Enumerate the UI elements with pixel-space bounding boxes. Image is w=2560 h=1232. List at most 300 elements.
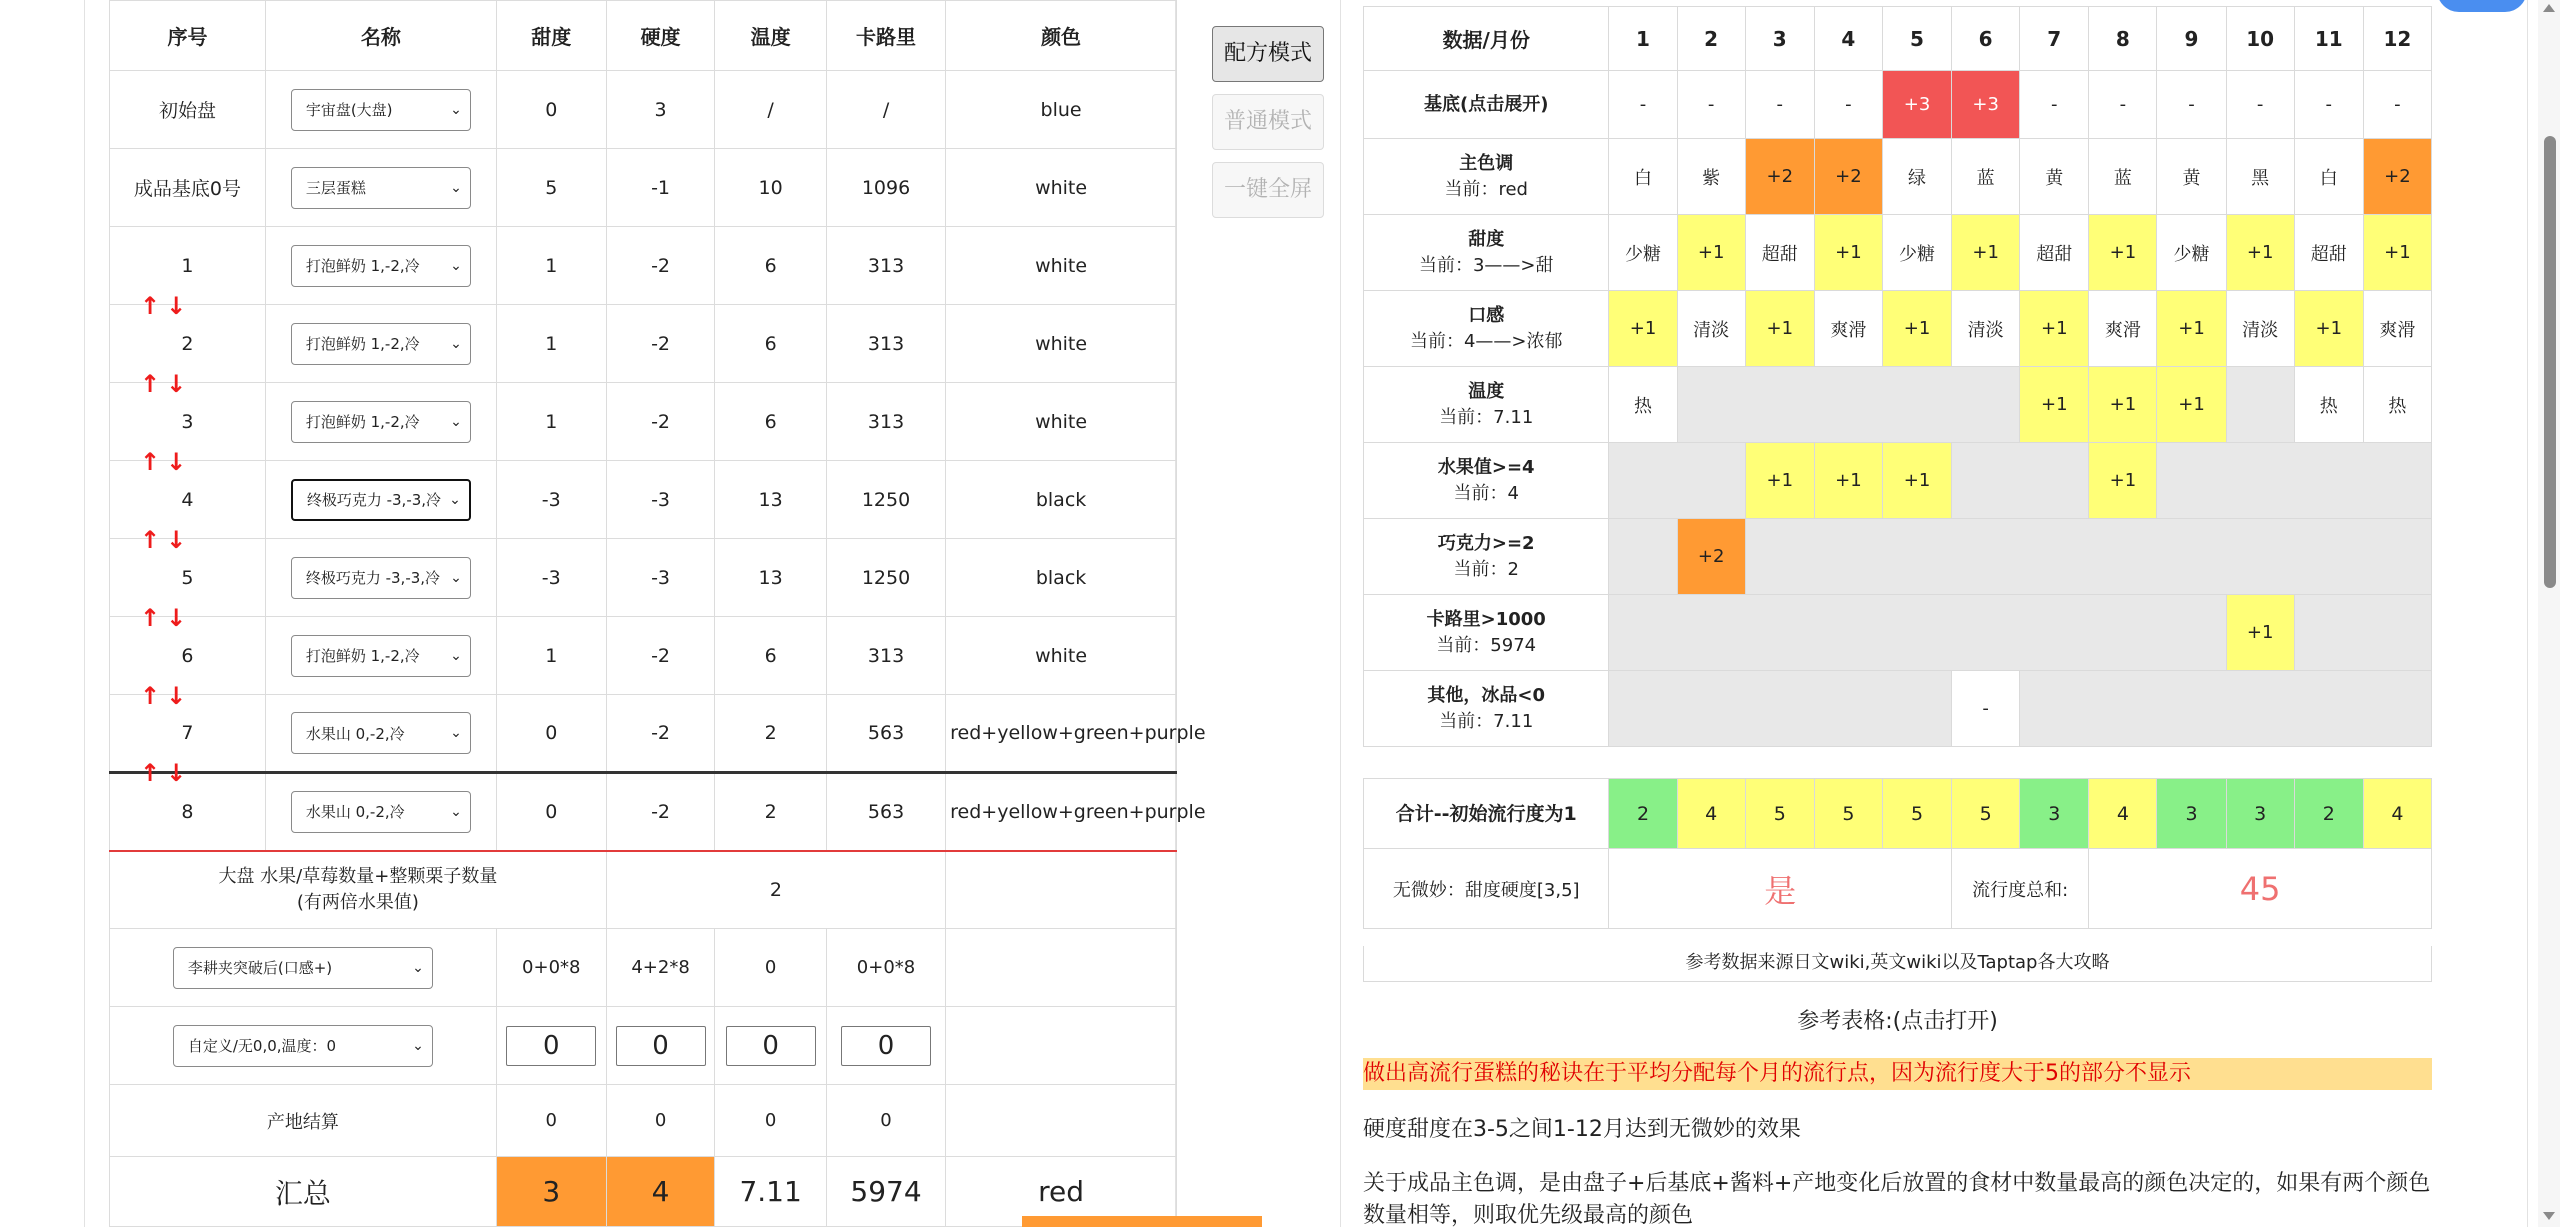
month-total-cell: 5 [1882, 779, 1951, 849]
month-cell: 黑 [2226, 139, 2294, 215]
custom-hard-input[interactable]: 0 [616, 1026, 706, 1066]
month-cell: +1 [2294, 291, 2363, 367]
ingredient-row [110, 695, 1177, 773]
months-row-current: 当前：7.11 [1439, 710, 1534, 732]
cell-color: blue [946, 71, 1177, 149]
month-cell: 热 [1609, 367, 1677, 443]
fruit-count-label: 大盘 水果/草莓数量+整颗栗子数量 (有两倍水果值) [110, 851, 607, 929]
months-row-title: 主色调 [1459, 152, 1514, 174]
sauce-select-cell [110, 929, 497, 1007]
cell-sweet: 0 [496, 695, 606, 773]
scroll-down-icon[interactable] [2543, 1212, 2555, 1220]
month-cell: 超甜 [1745, 215, 1814, 291]
month-header: 4 [1814, 7, 1882, 71]
ingredient-row [110, 71, 1177, 149]
ingredient-select-value: 宇宙盘(大盘) [305, 101, 393, 119]
cell-sweet: 1 [496, 305, 606, 383]
cell-temp: 10 [715, 149, 827, 227]
ingredient-row [110, 539, 1177, 617]
month-cell: - [2363, 71, 2431, 139]
fullscreen-button[interactable]: 一键全屏 [1212, 162, 1324, 218]
month-cell: - [1677, 71, 1745, 139]
month-cell: +2 [1677, 519, 1745, 595]
chevron-down-icon: ⌄ [450, 803, 462, 820]
month-header: 5 [1882, 7, 1951, 71]
month-header: 7 [2020, 7, 2089, 71]
month-cell: +1 [2226, 215, 2294, 291]
header-color: 颜色 [946, 1, 1177, 71]
months-row-current: 当前：4 [1453, 482, 1519, 504]
ingredient-select[interactable] [291, 712, 471, 754]
month-cell: +1 [2157, 291, 2226, 367]
chevron-down-icon: ⌄ [450, 335, 462, 352]
month-cell: - [2157, 71, 2226, 139]
ingredient-select-cell [265, 71, 496, 149]
sauce-sweet: 0+0*8 [496, 929, 606, 1007]
reference-source: 参考数据来源日文wiki,英文wiki以及Taptap各大攻略 [1363, 946, 2432, 982]
sauce-select[interactable] [173, 947, 433, 989]
recipe-header-row [110, 1, 1177, 71]
month-cell [1745, 519, 2431, 595]
month-cell: 少糖 [1882, 215, 1951, 291]
month-cell [2020, 671, 2432, 747]
month-cell: +1 [1882, 443, 1951, 519]
cell-color: white [946, 149, 1177, 227]
ingredient-select-value: 打泡鲜奶 1,-2,冷 [305, 413, 420, 431]
month-cell: +1 [2157, 367, 2226, 443]
custom-sweet-input[interactable]: 0 [506, 1026, 596, 1066]
color-summary-strip [1022, 1216, 1262, 1227]
custom-temp-input[interactable]: 0 [726, 1026, 816, 1066]
months-row [1364, 443, 2432, 519]
month-cell: +2 [1814, 139, 1882, 215]
origin-sweet: 0 [496, 1085, 606, 1157]
month-cell: 爽滑 [2089, 291, 2157, 367]
row-index-label: 8 [181, 800, 194, 823]
cell-color: black [946, 539, 1177, 617]
cell-temp: 13 [715, 539, 827, 617]
up-down-arrows-icon[interactable]: ↑↓ [140, 604, 193, 632]
ingredient-select-cell [265, 383, 496, 461]
sauce-hard: 4+2*8 [606, 929, 715, 1007]
months-total-label: 合计--初始流行度为1 [1364, 779, 1609, 849]
months-row-title: 基底(点击展开) [1424, 93, 1549, 115]
ingredient-select[interactable] [291, 635, 471, 677]
month-header: 6 [1952, 7, 2020, 71]
cell-hard: -3 [606, 461, 715, 539]
summary-cal: 5974 [826, 1157, 945, 1227]
month-cell: +2 [1745, 139, 1814, 215]
cell-hard: -2 [606, 617, 715, 695]
month-cell: 绿 [1882, 139, 1951, 215]
month-cell: 蓝 [2089, 139, 2157, 215]
custom-sweet-cell [496, 1007, 606, 1085]
month-header: 12 [2363, 7, 2431, 71]
months-row-label [1364, 443, 1609, 519]
months-row-label [1364, 671, 1609, 747]
month-total-cell: 2 [2294, 779, 2363, 849]
origin-label: 产地结算 [110, 1085, 497, 1157]
cell-hard: -2 [606, 773, 715, 851]
month-cell: - [1745, 71, 1814, 139]
months-row-label[interactable] [1364, 71, 1609, 139]
months-header-label: 数据/月份 [1364, 7, 1609, 71]
ingredient-select[interactable] [291, 245, 471, 287]
months-row-label [1364, 595, 1609, 671]
ingredient-select[interactable] [291, 557, 471, 599]
ingredient-select-value: 三层蛋糕 [305, 179, 366, 197]
ingredient-select-value: 打泡鲜奶 1,-2,冷 [305, 647, 420, 665]
month-cell: +1 [1745, 291, 1814, 367]
ingredient-select-cell [265, 539, 496, 617]
cell-sweet: -3 [496, 461, 606, 539]
month-total-cell: 3 [2020, 779, 2089, 849]
up-down-arrows-icon[interactable]: ↑↓ [140, 526, 193, 554]
monthly-popularity-table [1363, 6, 2432, 929]
cell-cal: 1250 [826, 539, 945, 617]
popularity-panel [1340, 0, 2528, 1227]
scroll-up-icon[interactable] [2543, 4, 2555, 12]
month-cell: +1 [2089, 215, 2157, 291]
row-index-label: 成品基底0号 [133, 178, 241, 200]
cell-cal: 313 [826, 617, 945, 695]
cell-cal: 1250 [826, 461, 945, 539]
month-cell: - [2020, 71, 2089, 139]
ingredient-select-cell [265, 461, 496, 539]
sauce-cal: 0+0*8 [826, 929, 945, 1007]
month-cell: 清淡 [1952, 291, 2020, 367]
month-cell [1609, 443, 1745, 519]
fruit-count-row [110, 851, 1177, 929]
origin-cal: 0 [826, 1085, 945, 1157]
cell-cal: / [826, 71, 945, 149]
month-total-cell: 5 [1745, 779, 1814, 849]
month-cell: +1 [2089, 443, 2157, 519]
custom-hard-cell [606, 1007, 715, 1085]
ingredient-select-cell [265, 305, 496, 383]
month-total-cell: 5 [1814, 779, 1882, 849]
month-cell: +1 [1814, 443, 1882, 519]
row-index-label: 2 [181, 332, 194, 355]
origin-empty [946, 1085, 1177, 1157]
sauce-empty [946, 929, 1177, 1007]
cell-sweet: 1 [496, 617, 606, 695]
months-gap [1364, 747, 2432, 779]
months-row-current: 当前：5974 [1436, 634, 1537, 656]
month-total-cell: 4 [1677, 779, 1745, 849]
month-cell: 白 [1609, 139, 1677, 215]
row-index [110, 227, 266, 320]
months-row-label [1364, 291, 1609, 367]
up-down-arrows-icon[interactable]: ↑↓ [140, 448, 193, 476]
month-header: 8 [2089, 7, 2157, 71]
month-cell: 超甜 [2020, 215, 2089, 291]
ingredient-select-cell [265, 149, 496, 227]
month-cell: 少糖 [2157, 215, 2226, 291]
recipe-mode-button[interactable]: 配方模式 [1212, 26, 1324, 82]
fruit-count-empty [946, 851, 1177, 929]
row-index-label: 5 [181, 566, 194, 589]
months-row-current: 当前：3——>甜 [1418, 254, 1554, 276]
month-cell [2294, 595, 2431, 671]
ingredient-select[interactable] [291, 167, 471, 209]
custom-cal-input[interactable]: 0 [841, 1026, 931, 1066]
ingredient-row [110, 149, 1177, 227]
summary-temp: 7.11 [715, 1157, 827, 1227]
months-row-title: 其他，冰品<0 [1427, 684, 1546, 706]
header-calories: 卡路里 [826, 1, 945, 71]
cell-cal: 1096 [826, 149, 945, 227]
scrollbar-thumb[interactable] [2544, 136, 2556, 588]
recipe-table [109, 0, 1206, 1227]
months-row [1364, 215, 2432, 291]
ingredient-select[interactable] [291, 791, 471, 833]
months-row [1364, 139, 2432, 215]
cell-sweet: 1 [496, 383, 606, 461]
month-cell: +1 [1609, 291, 1677, 367]
month-header: 1 [1609, 7, 1677, 71]
header-name: 名称 [265, 1, 496, 71]
month-cell [2226, 367, 2294, 443]
corner-decoration [2437, 0, 2527, 12]
ingredient-select-cell [265, 773, 496, 851]
cell-cal: 563 [826, 695, 945, 773]
month-cell: +1 [1677, 215, 1745, 291]
month-cell [1609, 671, 1952, 747]
cell-sweet: 0 [496, 773, 606, 851]
up-down-arrows-icon[interactable]: ↑↓ [140, 682, 193, 710]
ingredient-select[interactable] [291, 479, 471, 521]
month-cell: 热 [2363, 367, 2431, 443]
month-cell: +1 [2020, 367, 2089, 443]
cell-hard: -2 [606, 227, 715, 305]
month-total-cell: 4 [2089, 779, 2157, 849]
sauce-select-value: 李耕夹突破后(口感+) [187, 959, 333, 977]
month-cell [1609, 519, 1677, 595]
custom-select[interactable] [173, 1025, 433, 1067]
month-total-cell: 2 [1609, 779, 1677, 849]
months-total-row [1364, 779, 2432, 849]
ingredient-select[interactable] [291, 401, 471, 443]
up-down-arrows-icon[interactable]: ↑↓ [140, 759, 193, 787]
cell-temp: 6 [715, 305, 827, 383]
ingredient-row [110, 383, 1177, 461]
chevron-down-icon: ⌄ [450, 413, 462, 430]
months-row-current: 当前：2 [1453, 558, 1519, 580]
months-row [1364, 595, 2432, 671]
months-row-title: 水果值>=4 [1437, 456, 1535, 478]
cell-hard: -1 [606, 149, 715, 227]
ingredient-select-value: 水果山 0,-2,冷 [305, 724, 405, 743]
cell-color: white [946, 227, 1177, 305]
summary-color: red [946, 1157, 1177, 1227]
ingredient-row [110, 461, 1177, 539]
month-total-cell: 4 [2363, 779, 2431, 849]
sauce-temp: 0 [715, 929, 827, 1007]
cell-hard: -3 [606, 539, 715, 617]
ingredient-select[interactable] [291, 89, 471, 131]
cell-hard: -2 [606, 305, 715, 383]
tip-highlight: 做出高流行蛋糕的秘诀在于平均分配每个月的流行点，因为流行度大于5的部分不显示 [1363, 1058, 2432, 1090]
month-header: 11 [2294, 7, 2363, 71]
month-cell: +1 [1882, 291, 1951, 367]
chevron-down-icon: ⌄ [450, 725, 462, 741]
months-row-current: 当前：7.11 [1439, 406, 1534, 428]
row-index-label: 初始盘 [158, 100, 216, 122]
month-cell: - [1609, 71, 1677, 139]
chevron-down-icon: ⌄ [450, 101, 462, 118]
custom-empty [946, 1007, 1177, 1085]
cell-color: black [946, 461, 1177, 539]
cell-sweet: -3 [496, 539, 606, 617]
chevron-down-icon: ⌄ [412, 959, 424, 976]
month-cell: 热 [2294, 367, 2363, 443]
cell-cal: 313 [826, 383, 945, 461]
cell-temp: 2 [715, 773, 827, 851]
month-cell: +1 [1952, 215, 2020, 291]
header-index: 序号 [110, 1, 266, 71]
ingredient-select-value: 打泡鲜奶 1,-2,冷 [305, 335, 420, 353]
ingredient-select-value: 打泡鲜奶 1,-2,冷 [305, 257, 420, 275]
month-cell: +1 [2226, 595, 2294, 671]
row-index-label: 3 [181, 410, 194, 433]
origin-hard: 0 [606, 1085, 715, 1157]
month-header: 3 [1745, 7, 1814, 71]
month-cell [1952, 443, 2089, 519]
chevron-down-icon: ⌄ [412, 1037, 424, 1054]
month-total-cell: 5 [1952, 779, 2020, 849]
row-index [110, 149, 266, 227]
month-cell: +3 [1882, 71, 1951, 139]
month-cell: 紫 [1677, 139, 1745, 215]
ingredient-row [110, 617, 1177, 695]
row-index-label: 6 [181, 644, 194, 667]
month-cell: 白 [2294, 139, 2363, 215]
reference-table-toggle[interactable]: 参考表格:(点击打开) [1797, 1009, 1998, 1034]
months-row [1364, 291, 2432, 367]
tip-main-color: 关于成品主色调，是由盘子+后基底+酱料+产地变化后放置的食材中数量最高的颜色决定的，如果有两个颜色数量相等，则取优先级最高的颜色 [1363, 1171, 2431, 1228]
cell-temp: 6 [715, 383, 827, 461]
month-cell: 清淡 [1677, 291, 1745, 367]
month-cell: - [1952, 671, 2020, 747]
months-row-title: 甜度 [1468, 228, 1505, 250]
months-row-label [1364, 519, 1609, 595]
ingredient-select-value: 水果山 0,-2,冷 [305, 803, 405, 822]
no-subtle-label: 无微妙：甜度硬度[3,5] [1364, 849, 1609, 929]
month-header: 9 [2157, 7, 2226, 71]
custom-row [110, 1007, 1177, 1085]
month-cell: - [2294, 71, 2363, 139]
months-row [1364, 671, 2432, 747]
cell-color: white [946, 305, 1177, 383]
month-header: 10 [2226, 7, 2294, 71]
month-total-cell: 3 [2157, 779, 2226, 849]
month-cell: - [2089, 71, 2157, 139]
cell-temp: 13 [715, 461, 827, 539]
months-row-title: 卡路里>1000 [1426, 608, 1546, 630]
ingredient-select-cell [265, 617, 496, 695]
custom-select-value: 自定义/无0,0,温度：0 [187, 1037, 337, 1055]
row-index-label: 7 [181, 722, 194, 744]
cell-cal: 313 [826, 227, 945, 305]
month-total-cell: 3 [2226, 779, 2294, 849]
month-cell: 爽滑 [2363, 291, 2431, 367]
month-cell: 超甜 [2294, 215, 2363, 291]
cell-sweet: 1 [496, 227, 606, 305]
cell-color: white [946, 617, 1177, 695]
header-temperature: 温度 [715, 1, 827, 71]
months-row-label [1364, 215, 1609, 291]
cell-sweet: 5 [496, 149, 606, 227]
summary-sweet: 3 [496, 1157, 606, 1227]
month-cell [1609, 595, 2226, 671]
months-row-current: 当前：4——>浓郁 [1409, 330, 1563, 352]
origin-temp: 0 [715, 1085, 827, 1157]
popularity-total-value: 45 [2089, 849, 2432, 929]
month-cell [2157, 443, 2432, 519]
summary-hard: 4 [606, 1157, 715, 1227]
row-index-label: 4 [181, 488, 194, 511]
no-subtle-row [1364, 849, 2432, 929]
month-cell: +1 [1814, 215, 1882, 291]
recipe-panel [84, 0, 1206, 1227]
tip-hardness-sweetness: 硬度甜度在3-5之间1-12月达到无微妙的效果 [1363, 1117, 1801, 1142]
ingredient-select-cell [265, 695, 496, 773]
cell-temp: 6 [715, 617, 827, 695]
cell-temp: / [715, 71, 827, 149]
header-hardness: 硬度 [606, 1, 715, 71]
month-cell: 黄 [2020, 139, 2089, 215]
ingredient-row [110, 773, 1177, 851]
month-cell: 清淡 [2226, 291, 2294, 367]
cell-color: red+yellow+green+purple [946, 695, 1177, 773]
months-header-row [1364, 7, 2432, 71]
months-gap-row [1364, 747, 2432, 779]
months-row-label [1364, 367, 1609, 443]
ingredient-select[interactable] [291, 323, 471, 365]
month-header: 2 [1677, 7, 1745, 71]
no-subtle-value: 是 [1609, 849, 1952, 929]
month-cell: 爽滑 [1814, 291, 1882, 367]
cell-hard: -2 [606, 695, 715, 773]
month-cell: 黄 [2157, 139, 2226, 215]
ingredient-select-value: 终极巧克力 -3,-3,冷 [306, 491, 442, 509]
chevron-down-icon: ⌄ [450, 179, 462, 196]
cell-temp: 2 [715, 695, 827, 773]
ingredient-select-value: 终极巧克力 -3,-3,冷 [305, 569, 441, 587]
up-down-arrows-icon[interactable]: ↑↓ [140, 292, 193, 320]
months-row [1364, 519, 2432, 595]
cell-sweet: 0 [496, 71, 606, 149]
origin-row [110, 1085, 1177, 1157]
chevron-down-icon: ⌄ [450, 647, 462, 664]
cell-color: white [946, 383, 1177, 461]
up-down-arrows-icon[interactable]: ↑↓ [140, 370, 193, 398]
cell-hard: 3 [606, 71, 715, 149]
chevron-down-icon: ⌄ [450, 257, 462, 274]
months-row-current: 当前：red [1444, 178, 1528, 200]
months-row-title: 口感 [1468, 304, 1505, 326]
month-cell [1677, 367, 2020, 443]
ingredient-select-cell [265, 227, 496, 305]
cell-cal: 313 [826, 305, 945, 383]
months-row-title: 巧克力>=2 [1437, 532, 1535, 554]
month-cell: +1 [2363, 215, 2431, 291]
months-row [1364, 71, 2432, 139]
normal-mode-button[interactable]: 普通模式 [1212, 94, 1324, 150]
cell-hard: -2 [606, 383, 715, 461]
popularity-total-label: 流行度总和: [1952, 849, 2089, 929]
